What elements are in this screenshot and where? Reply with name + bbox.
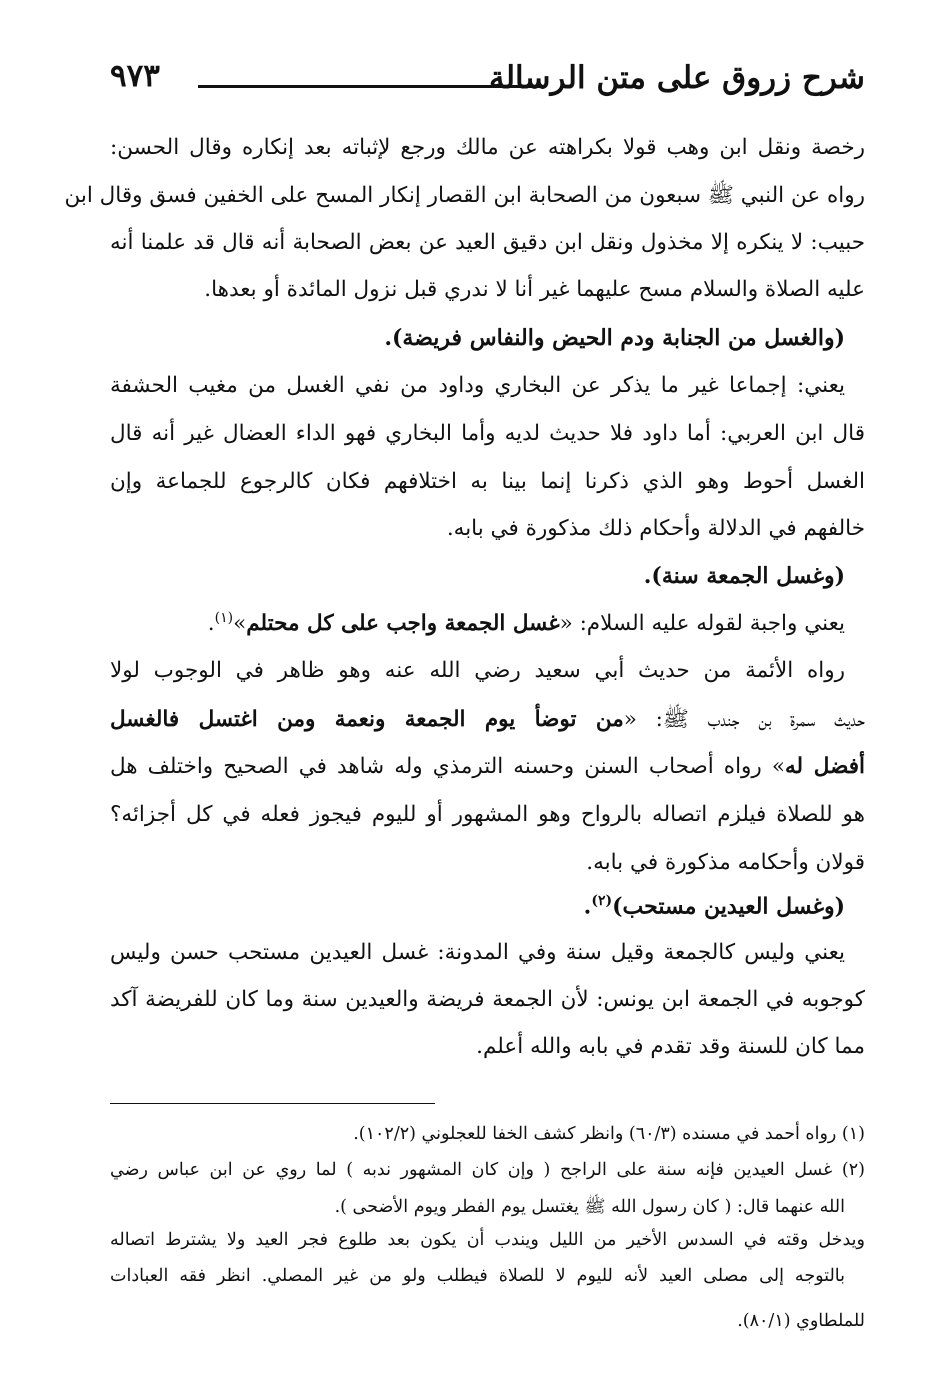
section-heading-ghusl-janaba: (والغسل من الجنابة ودم الحيض والنفاس فريضة). (384, 325, 845, 351)
body-line-16: كوجوبه في الجمعة ابن يونس: لأن الجمعة فريضة والعيدين سنة وما كان للفريضة آكد (110, 987, 865, 1012)
footnote-ref-1: (١) (214, 610, 234, 626)
body-line-1: رخصة ونقل ابن وهب قولا بكراهته عن مالك ورجع لإثباته بعد إنكاره وقال الحسن: (110, 135, 865, 160)
heading-period: . (583, 893, 592, 920)
running-header (110, 58, 865, 116)
body-line-8: خالفهم في الدلالة وأحكام ذلك مذكورة في بابه. (446, 516, 865, 541)
body-line-5: يعني: إجماعا غير ما يذكر عن البخاري وداود من نفي الغسل من مغيب الحشفة (110, 373, 845, 398)
body-line-9-intro: يعني واجبة لقوله عليه السلام: « (559, 611, 845, 637)
body-line-10: رواه الأئمة من حديث أبي سعيد رضي الله عنه وهو ظاهر في الوجوب لولا (110, 658, 845, 683)
footnote-1: (١) رواه أحمد في مسنده (٦٠/٣) وانظر كشف الخفا للعجلوني (١٠٢/٢). (353, 1124, 865, 1144)
body-line-14: قولان وأحكامه مذكورة في بابه. (586, 850, 865, 875)
body-line-3: حبيب: لا ينكره إلا مخذول ونقل ابن دقيق العيد عن بعض الصحابة أنه قال قد علمنا أنه (110, 230, 865, 255)
period: . (207, 611, 215, 637)
hadith-quote-2-end: أفضل له (785, 754, 865, 779)
body-line-7: الغسل أحوط وهو الذي ذكرنا إنما بينا به اختلافهم فكان كالرجوع للجماعة وإن (110, 469, 865, 494)
heading-text: (وغسل العيدين مستحب) (612, 893, 845, 920)
body-line-2: رواه عن النبي ﷺ سبعون من الصحابة ابن القصار إنكار المسح على الخفين فسق وقال ابن (64, 183, 865, 208)
header-rule (198, 85, 543, 88)
body-line-11-intro: حديث سمرة بن جندب ﷺ: « (623, 707, 866, 732)
footnote-ref-2: (٢) (591, 893, 613, 909)
footnote-2-line-2: الله عنهما قال: ( كان رسول الله ﷺ يغتسل يوم الفطر ويوم الأضحى ). (334, 1197, 845, 1217)
body-line-17: مما كان للسنة وقد تقدم في بابه والله أعلم. (476, 1034, 865, 1059)
footnote-2-line-4: بالتوجه إلى مصلى العيد لأنه لليوم لا للصلاة فيطلب ولو من غير المصلي. انظر فقه العبادات (110, 1266, 845, 1286)
body-line-15: يعني وليس كالجمعة وقيل سنة وفي المدونة: غسل العيدين مستحب حسن وليس (110, 940, 845, 965)
body-line-4: عليه الصلاة والسلام مسح عليهما غير أنا لا ندري قبل نزول المائدة أو بعدها. (204, 277, 865, 302)
footnote-2-line-3: ويدخل وقته في السدس الأخير من الليل ويندب أن يكون بعد طلوع فجر العيد ولا يشترط اتصاله (110, 1230, 865, 1250)
header-title: شرح زروق على متن الرسالة (488, 60, 865, 96)
footnote-2-line-1: (٢) غسل العيدين فإنه سنة على الراجح ( وإن كان المشهور ندبه ) لما روي عن ابن عباس رضي (110, 1160, 865, 1180)
hadith-quote-2: من توضأ يوم الجمعة ونعمة ومن اغتسل فالغسل (110, 707, 624, 732)
body-line-12-rest: » رواه أصحاب السنن وحسنه الترمذي وله شاهد في الصحيح واختلف هل (110, 754, 786, 779)
section-heading-ghusl-jumua: (وغسل الجمعة سنة). (643, 563, 845, 589)
body-line-13: هو للصلاة فيلزم اتصاله بالرواح وهو المشهور أو لليوم فيجوز فعله في كل أجزائه؟ (110, 802, 865, 827)
body-line-11 (110, 706, 865, 737)
page-number: ٩٧٣ (110, 58, 160, 94)
body-line-6: قال ابن العربي: أما داود فلا حديث لديه وأما البخاري فهو الداء العضال غير أنه قال (110, 421, 865, 446)
section-heading-ghusl-eidain (584, 893, 845, 919)
footnote-separator (110, 1103, 435, 1104)
body-line-12 (110, 754, 865, 779)
hadith-quote-1: غسل الجمعة واجب على كل محتلم (246, 611, 560, 637)
footnote-2-line-5: للملطاوي (٨٠/١). (737, 1311, 865, 1331)
body-line-9 (208, 610, 845, 636)
quote-close: » (233, 611, 247, 637)
